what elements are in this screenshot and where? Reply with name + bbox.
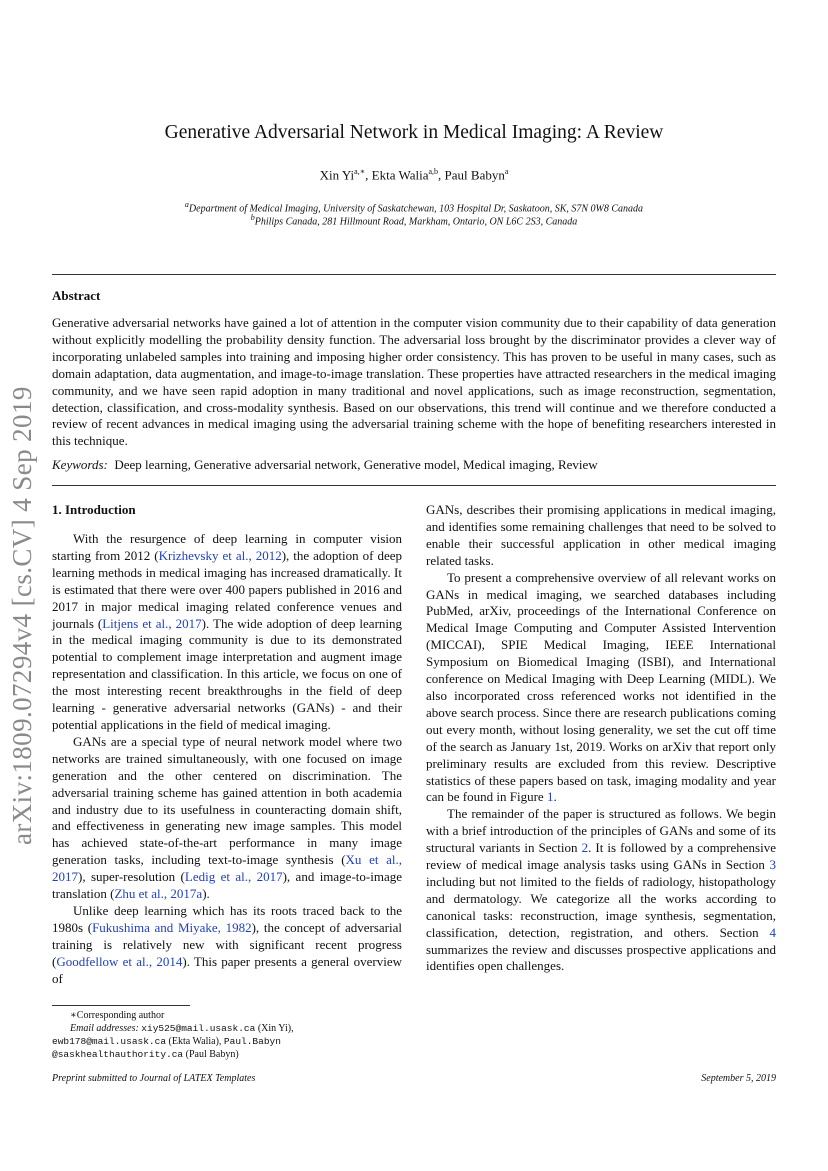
citation-link[interactable]: Fukushima and Miyake, 1982 <box>92 919 252 935</box>
footnote-rule <box>52 1005 190 1006</box>
abstract-top-rule <box>52 274 776 275</box>
text-run: Unlike deep learning which has its roots traced back to the 1980s ( <box>52 902 402 935</box>
author-list <box>0 167 828 183</box>
paragraph <box>426 806 776 975</box>
left-column <box>52 502 402 987</box>
text-run: including but not limited to the fields of radiology, histopathology and dermatology. We categorize all the works according to canonical tasks: reconstruction, image synthesis, segmentation, classification, detection, registration, and others. Section <box>426 873 776 940</box>
email-line <box>52 1022 352 1035</box>
text-run: ), and image-to-image translation ( <box>52 869 402 902</box>
email-owner: (Paul Babyn) <box>183 1049 239 1060</box>
abstract-heading: Abstract <box>52 288 101 303</box>
text-run: GANs, describes their promising applications in medical imaging, and identifies some remaining challenges that need to be solved to enable their successful application in other medical imaging related tasks. <box>426 502 776 568</box>
text-run: ). <box>202 886 210 902</box>
paper-title: Generative Adversarial Network in Medical Imaging: A Review <box>164 122 664 143</box>
paragraph <box>52 734 402 903</box>
author-affiliation-mark: a,b <box>428 167 439 176</box>
citation-link[interactable]: Goodfellow et al., 2014 <box>56 953 183 969</box>
author-separator: , <box>365 167 372 183</box>
text-run: . It is followed by a comprehensive review of medical image analysis tasks using GANs in Section <box>426 840 776 873</box>
citation-link[interactable]: Zhu et al., 2017a <box>114 886 203 902</box>
footnote <box>52 1009 352 1061</box>
affiliation-mark: b <box>250 213 255 222</box>
affiliation-text: Department of Medical Imaging, University of Saskatchewan, 103 Hospital Dr, Saskatoon, SK, S7N 0W8 Canada <box>188 203 644 215</box>
email-label: Email addresses: <box>70 1023 139 1034</box>
right-column <box>426 502 776 975</box>
section-reference-link[interactable]: 3 <box>769 857 776 873</box>
email-address[interactable]: ewb178@mail.usask.ca <box>52 1036 167 1047</box>
citation-link[interactable]: Litjens et al., 2017 <box>102 615 202 631</box>
text-run: To present a comprehensive overview of all relevant works on GANs in medical imaging, we searched databases including PubMed, arXiv, proceedings of the International Conference on Medical Image Computing and Computer Assisted Intervention (MICCAI), SPIE Medical Imaging, IEEE International Symposium on Biomedical Imaging (ISBI), and International conference on Medical Imaging with Deep Learning (MIDL). We also incorporated cross referenced works not identified in the above search process. Since there are research publications coming out every month, without losing generality, we set the cut off time of the search as January 1st, 2019. Works on arXiv that report only preliminary results are excluded from this review. Descriptive statistics of these papers based on task, imaging modality and year can be found in Figure <box>426 569 776 805</box>
section-heading-introduction: 1. Introduction <box>52 502 136 517</box>
paragraph <box>52 903 402 988</box>
text-run: ). This paper presents a general overview of <box>52 953 402 986</box>
section-reference-link[interactable]: 2 <box>581 840 589 856</box>
footer-date: September 5, 2019 <box>701 1073 776 1084</box>
author-affiliation-mark: a,∗ <box>354 167 366 176</box>
keywords-label: Keywords: <box>52 457 108 472</box>
paragraph <box>52 531 402 734</box>
text-run: ). The wide adoption of deep learning in the medical imaging community is due to its demonstrated potential to complement image interpretation and augment image representation and classification. In this article, we focus on one of the most interesting recent breakthroughs in the field of deep learning - generative adversarial networks (GANs) - and their potential applications in the field of medical imaging. <box>52 615 403 732</box>
author-affiliation-mark: a <box>504 167 509 176</box>
affiliation-text: Philips Canada, 281 Hillmount Road, Markham, Ontario, ON L6C 2S3, Canada <box>254 216 578 228</box>
section-reference-link[interactable]: 4 <box>769 924 776 940</box>
author-separator: , <box>438 167 445 183</box>
paragraph <box>426 570 776 807</box>
keywords <box>52 457 598 473</box>
email-address[interactable]: xiy525@mail.usask.ca <box>141 1023 256 1034</box>
text-run: The remainder of the paper is structured as follows. We begin with a brief introduction of the principles of GANs and some of its structural variants in Section <box>426 806 776 856</box>
citation-link[interactable]: Xu et al., 2017 <box>52 852 402 885</box>
text-run: ), the adoption of deep learning methods in medical imaging has increased dramatically. It is estimated that there were over 400 papers published in 2016 and 2017 in major medical imaging related conference venues and journals ( <box>52 547 402 631</box>
email-line <box>52 1035 352 1048</box>
citation-link[interactable]: Krizhevsky et al., 2012 <box>158 547 282 563</box>
text-run: With the resurgence of deep learning in computer vision starting from 2012 ( <box>52 531 402 563</box>
abstract-bottom-rule <box>52 485 776 486</box>
text-run: ), the concept of adversarial training is relatively new with significant recent progress ( <box>52 919 403 969</box>
corresponding-author-note: ∗Corresponding author <box>70 1010 165 1021</box>
author-name: Paul Babyn <box>444 167 505 183</box>
abstract-text: Generative adversarial networks have gained a lot of attention in the computer vision community due to their capability of data generation without explicitly modelling the probability density function. The adversarial loss brought by the discriminator provides a clever way of incorporating unlabeled samples into training and imposing higher order consistency. This has proven to be useful in many cases, such as domain adaptation, data augmentation, and image-to-image translation. These properties have attracted researchers in the medical imaging community, and we have seen rapid adoption in many traditional and novel applications, such as image reconstruction, segmentation, detection, classification, and cross-modality synthesis. Based on our observations, this trend will continue and we therefore conducted a review of recent advances in medical imaging using the adversarial training scheme with the hope of benefiting researchers interested in this technique. <box>52 315 776 449</box>
author-name: Ekta Walia <box>371 167 429 183</box>
text-run: summarizes the review and discusses prospective applications and identifies open challenges. <box>426 941 776 974</box>
author-name: Xin Yi <box>319 167 355 183</box>
affiliation-mark: a <box>184 200 189 209</box>
text-run: . <box>553 789 557 805</box>
keywords-text: Deep learning, Generative adversarial network, Generative model, Medical imaging, Review <box>114 457 598 472</box>
text-run: GANs are a special type of neural network model where two networks are trained simultaneously, with one focused on image generation and the other centered on discrimination. The adversarial training scheme has gained attention in both academia and industry due to its usefulness in counteracting domain shift, and effectiveness in generating new image samples. This model has achieved state-of-the-art performance in many image generation tasks, including text-to-image synthesis ( <box>52 733 402 868</box>
email-line <box>52 1048 352 1061</box>
text-run: ), super-resolution ( <box>78 869 185 885</box>
email-address-part[interactable]: @saskhealthauthority.ca <box>52 1049 184 1060</box>
email-address-part[interactable]: Paul.Babyn <box>223 1036 281 1047</box>
citation-link[interactable]: Ledig et al., 2017 <box>184 869 283 885</box>
footer-journal: Preprint submitted to Journal of LATEX Templates <box>52 1073 256 1084</box>
affiliation-b <box>0 213 828 227</box>
email-owner: (Ekta Walia), <box>166 1036 224 1047</box>
arxiv-identifier-stamp: arXiv:1809.07294v4 [cs.CV] 4 Sep 2019 <box>7 386 37 845</box>
email-owner: (Xin Yi), <box>255 1023 294 1034</box>
paragraph <box>426 502 776 570</box>
figure-reference-link[interactable]: 1 <box>546 789 554 805</box>
